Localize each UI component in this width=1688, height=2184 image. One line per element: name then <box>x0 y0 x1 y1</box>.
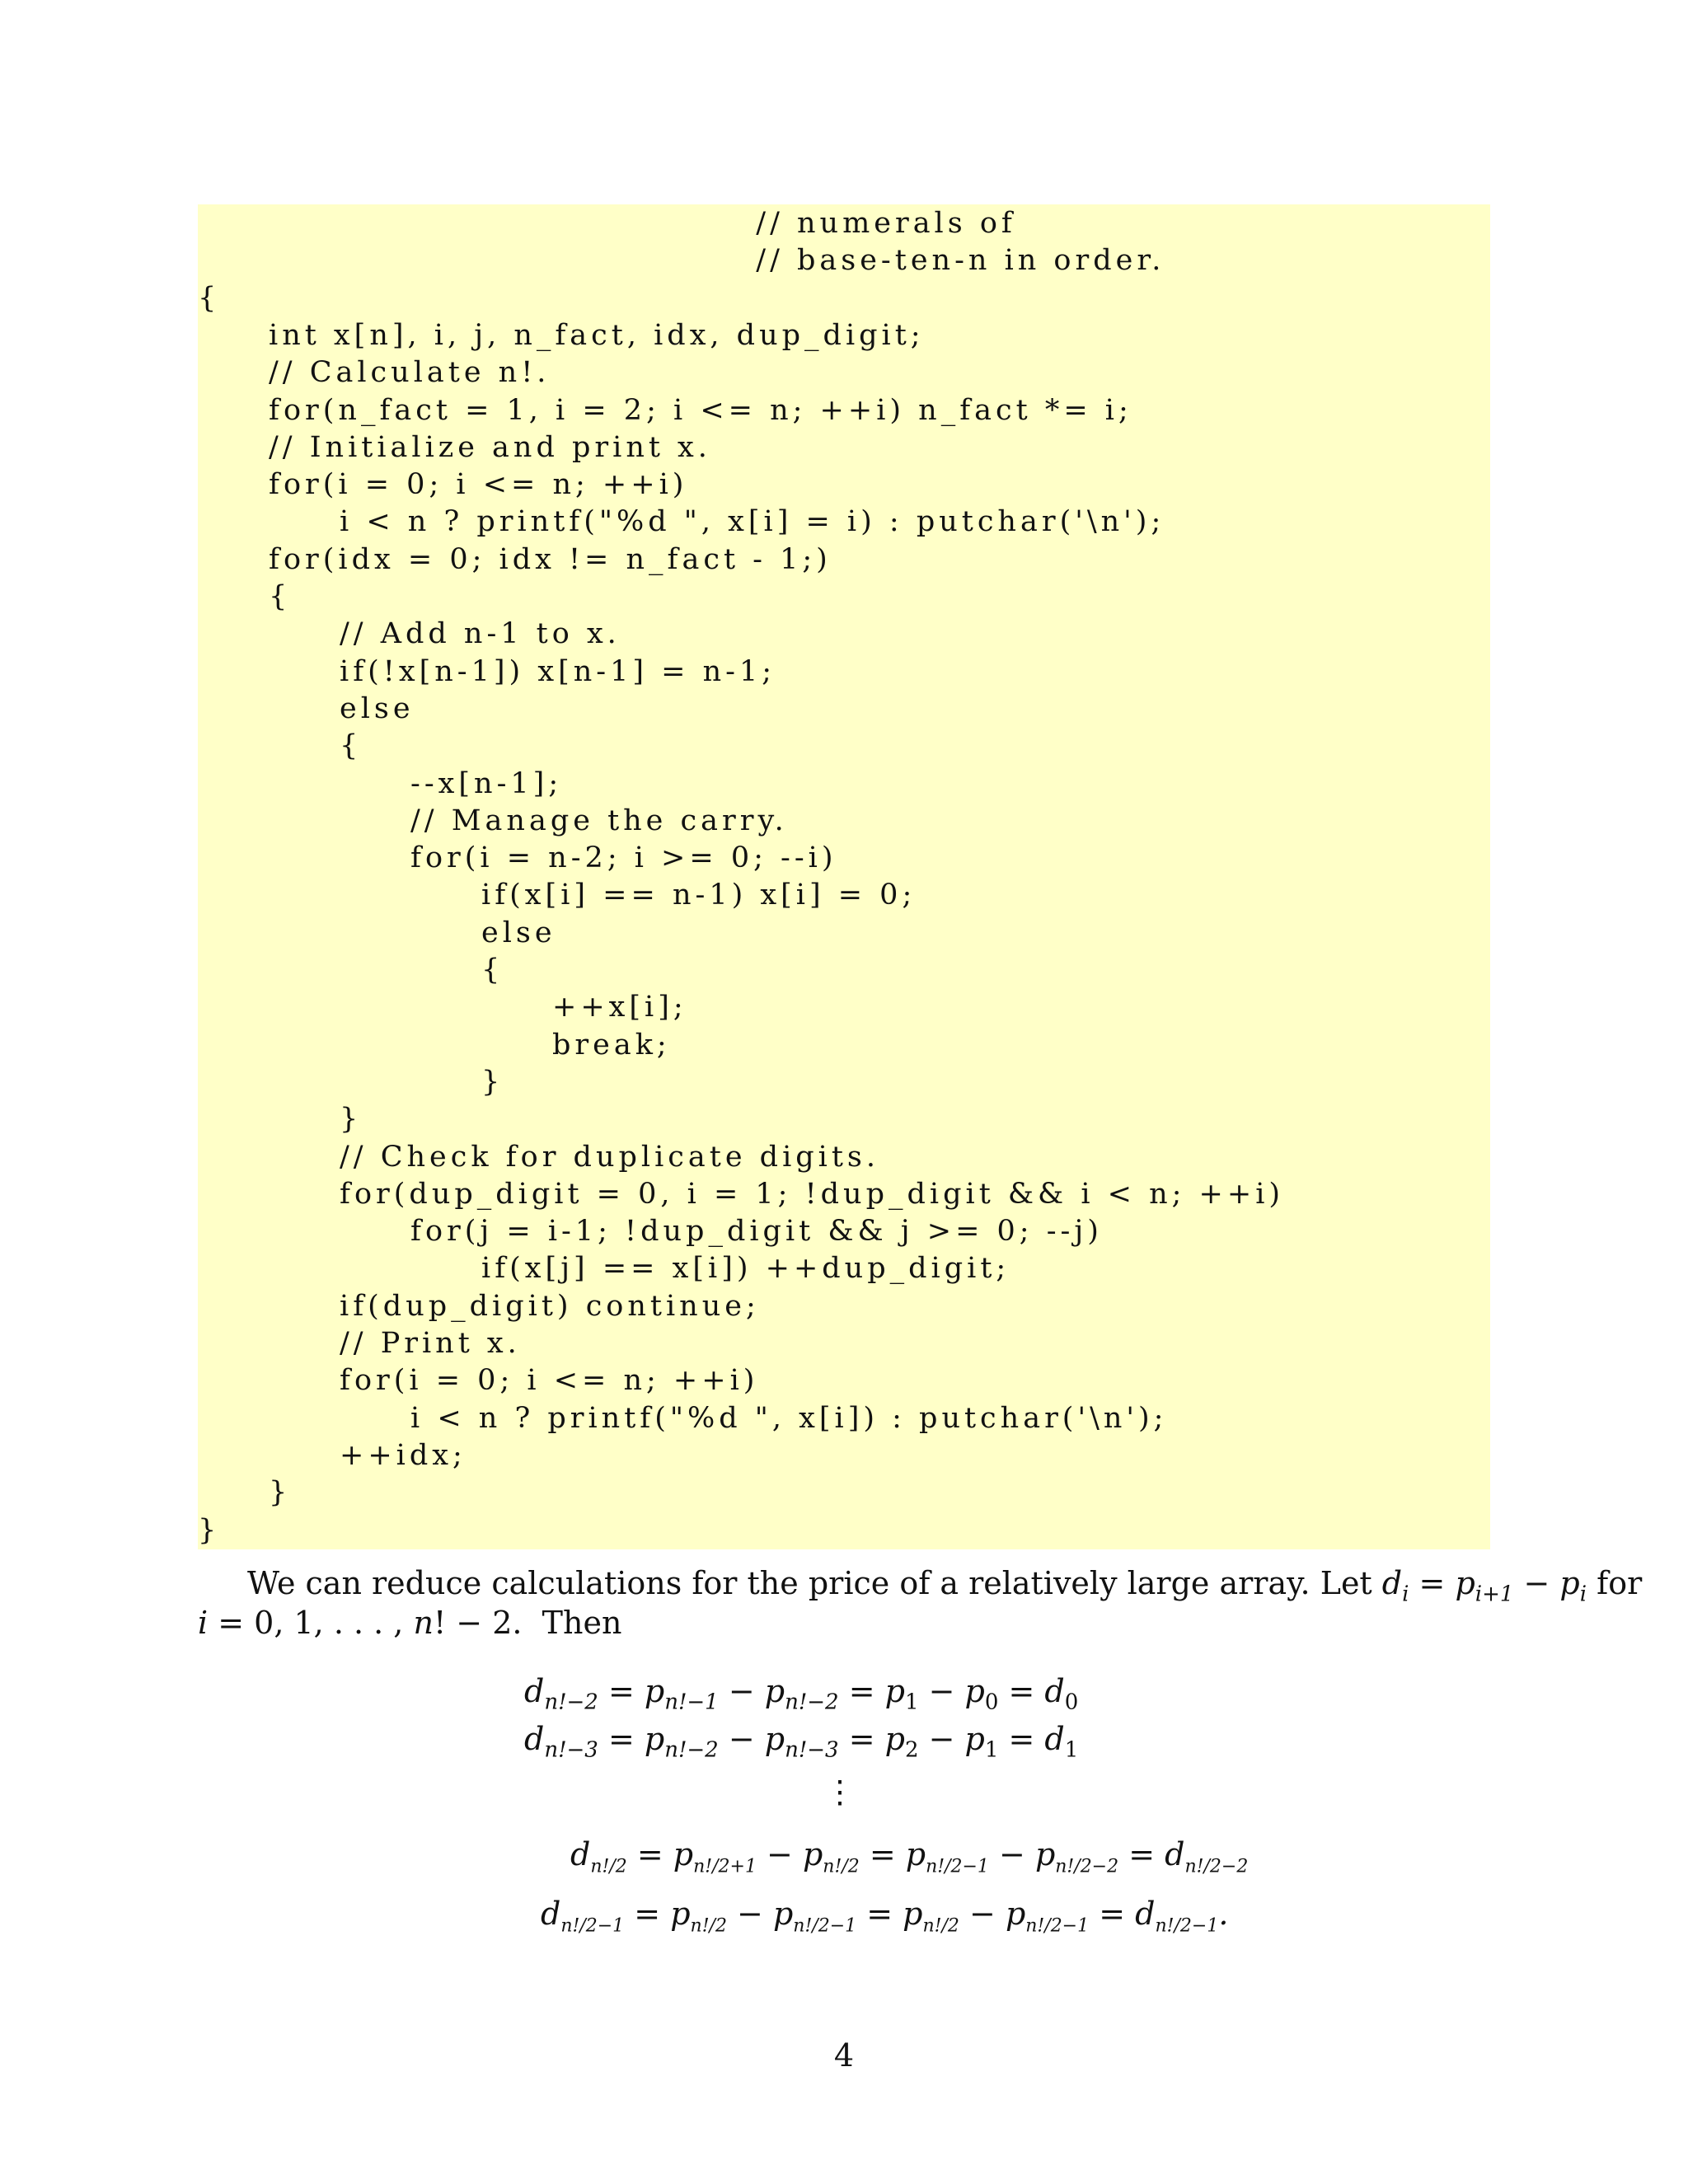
equation-1: $d_{n!-2} = p_{n!-1} - p_{n!-2} = p_1 - p_0 = d_0$ <box>524 1673 1079 1715</box>
code-line: } <box>269 1476 292 1509</box>
code-line: { <box>481 954 504 987</box>
code-line: for(i = 0; i <= n; ++i) <box>340 1364 759 1397</box>
code-line: // Add n-1 to x. <box>340 617 621 650</box>
code-line: i < n ? printf("%d ", x[i]) : putchar('\n'); <box>410 1402 1168 1435</box>
code-line: i < n ? printf("%d ", x[i] = i) : putchar('\n'); <box>340 505 1165 538</box>
page-number: 4 <box>833 2037 855 2074</box>
code-line: for(idx = 0; idx != n_fact - 1;) <box>269 543 832 576</box>
code-line: // Calculate n!. <box>269 356 551 389</box>
code-line: } <box>340 1103 363 1136</box>
code-line: } <box>198 1514 221 1547</box>
code-line: // Manage the carry. <box>410 804 788 837</box>
code-line: --x[n-1]; <box>410 767 563 800</box>
code-line: for(i = 0; i <= n; ++i) <box>269 468 688 501</box>
code-line: ++idx; <box>340 1439 467 1472</box>
code-listing <box>198 204 1490 1549</box>
code-line: if(!x[n-1]) x[n-1] = n-1; <box>340 655 776 688</box>
code-line: if(x[i] == n-1) x[i] = 0; <box>481 879 917 912</box>
code-line: // base-ten-n in order. <box>198 244 1165 277</box>
code-line: } <box>481 1066 504 1099</box>
code-line: if(x[j] == x[i]) ++dup_digit; <box>481 1252 1010 1285</box>
code-line: for(i = n-2; i >= 0; --i) <box>410 841 837 874</box>
code-line: // Initialize and print x. <box>269 431 711 464</box>
paragraph-line-2: i = 0, 1, . . . , n! − 2. Then <box>198 1605 622 1641</box>
paragraph-line-1: We can reduce calculations for the price of a relatively large array. Let $d_i = p_{i+1} - p_i$ for <box>247 1565 1643 1607</box>
code-line: break; <box>552 1029 671 1062</box>
code-line: ++x[i]; <box>552 991 687 1024</box>
code-line: for(dup_digit = 0, i = 1; !dup_digit && i < n; ++i) <box>340 1178 1285 1211</box>
vertical-ellipsis: ⋮ <box>824 1774 856 1810</box>
code-line: else <box>340 692 415 725</box>
code-line: int x[n], i, j, n_fact, idx, dup_digit; <box>269 319 925 352</box>
equation-4: $d_{n!/2-1} = p_{n!/2} - p_{n!/2-1} = p_{n!/2} - p_{n!/2-1} = d_{n!/2-1}$. <box>541 1896 1229 1937</box>
code-line: // Check for duplicate digits. <box>340 1141 880 1174</box>
code-line: // numerals of <box>198 207 1016 240</box>
code-line: { <box>340 729 363 762</box>
equation-3: $d_{n!/2} = p_{n!/2+1} - p_{n!/2} = p_{n!/2-1} - p_{n!/2-2} = d_{n!/2-2}$ <box>570 1836 1249 1877</box>
code-line: // Print x. <box>340 1327 521 1360</box>
code-line: { <box>269 580 292 613</box>
code-line: if(dup_digit) continue; <box>340 1290 760 1323</box>
code-line: for(n_fact = 1, i = 2; i <= n; ++i) n_fact *= i; <box>269 394 1132 427</box>
equation-2: $d_{n!-3} = p_{n!-2} - p_{n!-3} = p_2 - p_1 = d_1$ <box>524 1721 1079 1763</box>
code-line: else <box>481 916 556 949</box>
code-line: { <box>198 282 221 315</box>
code-line: for(j = i-1; !dup_digit && j >= 0; --j) <box>410 1215 1103 1248</box>
